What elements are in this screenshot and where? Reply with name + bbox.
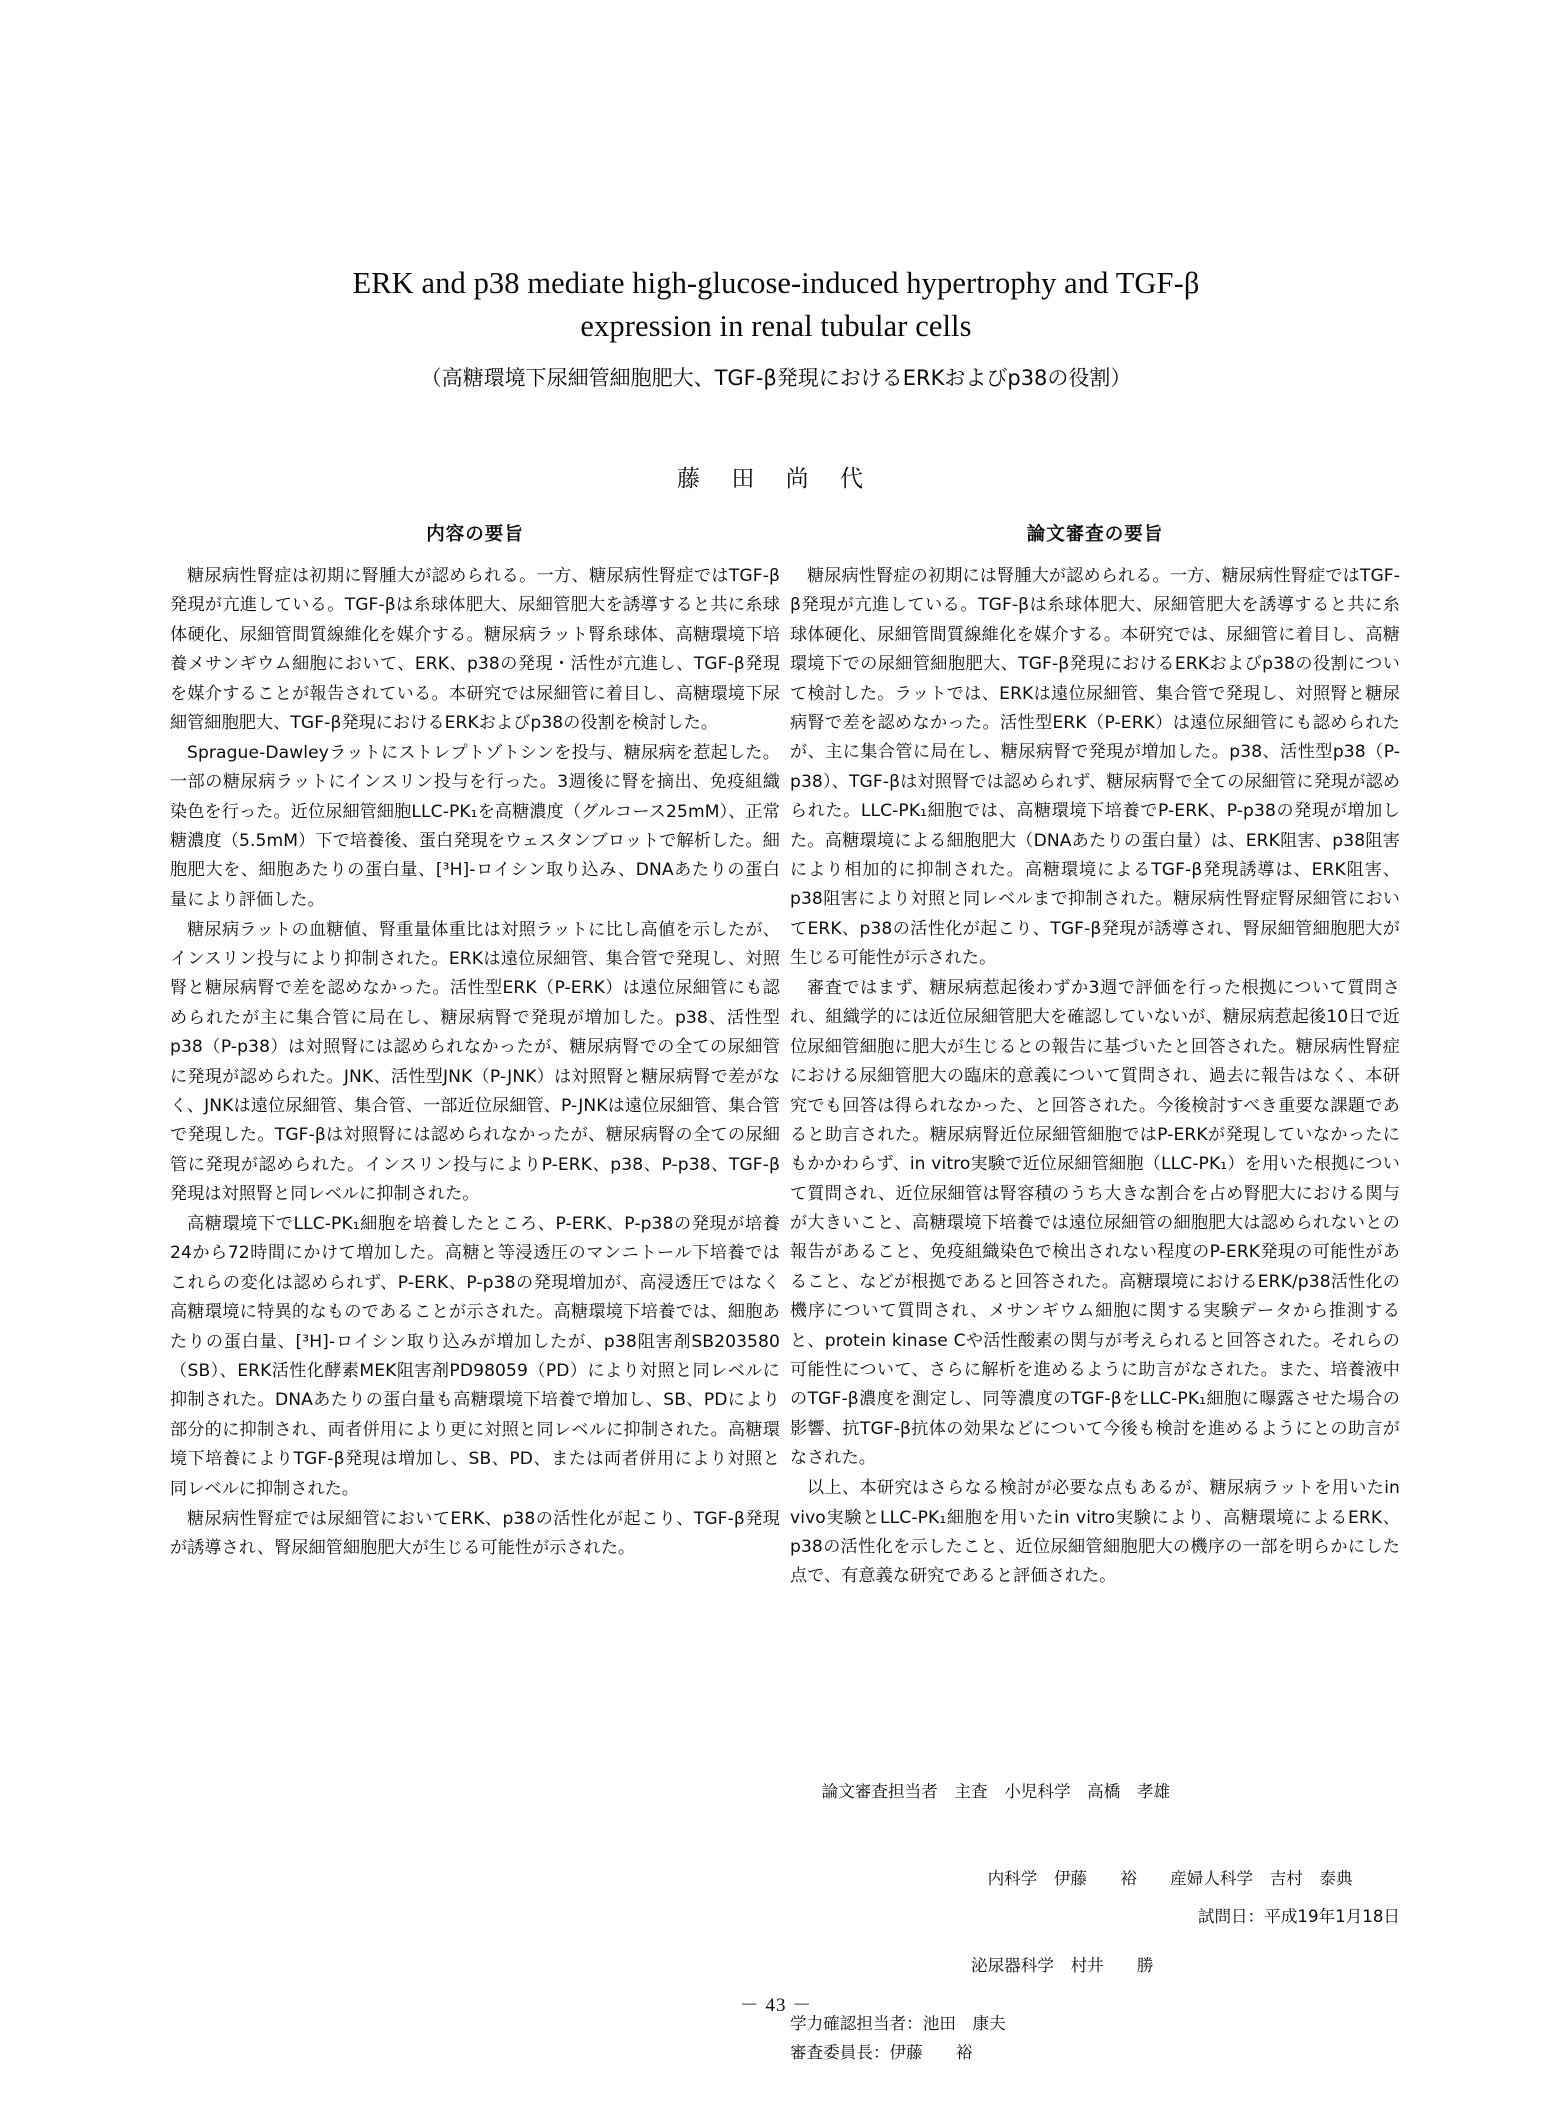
review-column — [790, 520, 1400, 1592]
signature-role: 主査 — [954, 1782, 988, 1802]
signature-name: 伊藤 裕 — [1053, 1869, 1137, 1889]
abstract-paragraph: 糖尿病性腎症は初期に腎腫大が認められる。一方、糖尿病性腎症ではTGF-β発現が亢進している。TGF-βは糸球体肥大、尿細管肥大を誘導すると共に糸球体硬化、尿細管間質線維化を媒介する。糖尿病ラット腎糸球体、高糖環境下培養メサンギウム細胞において、ERK、p38の発現・活性が亢進し、TGF-β発現を媒介することが報告されている。本研究では尿細管に着目し、高糖環境下尿細管細胞肥大、TGF-β発現におけるERKおよびp38の役割を検討した。 — [170, 566, 780, 733]
signature-dept: 泌尿器科学 — [971, 1956, 1054, 1976]
signature-name: 高橋 孝雄 — [1087, 1782, 1171, 1802]
page-title: ERK and p38 mediate high-glucose-induced hypertrophy and TGF-β expression in renal tubular cells — [352, 266, 1200, 344]
abstract-paragraph: 糖尿病ラットの血糖値、腎重量体重比は対照ラットに比し高値を示したが、インスリン投与により抑制された。ERKは遠位尿細管、集合管で発現し、対照腎と糖尿病腎で差を認めなかった。活性型ERK（P-ERK）は遠位尿細管にも認められたが主に集合管に局在し、糖尿病腎で発現が増加した。p38、活性型p38（P-p38）は対照腎には認められなかったが、糖尿病腎での全ての尿細管に発現が認められた。JNK、活性型JNK（P-JNK）は対照腎と糖尿病腎で差がなく、JNKは遠位尿細管、集合管、一部近位尿細管、P-JNKは遠位尿細管、集合管で発現した。TGF-βは対照腎には認められなかったが、糖尿病腎の全ての尿細管に発現が認められた。インスリン投与によりP-ERK、p38、P-p38、TGF-β発現は対照腎と同レベルに抑制された。 — [170, 919, 780, 1205]
author-name: 藤 田 尚 代 — [677, 466, 875, 492]
abstract-heading: 内容の要旨 — [426, 524, 524, 545]
signature-dept: 小児科学 — [1004, 1782, 1071, 1802]
title-block — [300, 262, 1252, 394]
academic-confirm-row: 学力確認担当者：池田 康夫 — [790, 2014, 1006, 2034]
page-number: － 43 － — [739, 1995, 813, 2016]
abstract-paragraph: Sprague-Dawleyラットにストレプトゾトシンを投与、糖尿病を惹起した。一部の糖尿病ラットにインスリン投与を行った。3週後に腎を摘出、免疫組織染色を行った。近位尿細管細胞LLC-PK₁を高糖濃度（グルコース25mM）、正常糖濃度（5.5mM）下で培養後、蛋白発現をウェスタンブロットで解析した。細胞肥大を、細胞あたりの蛋白量、[³H]-ロイシン取り込み、DNAあたりの蛋白量により評価した。 — [170, 742, 780, 910]
abstract-paragraph: 糖尿病性腎症では尿細管においてERK、p38の活性化が起こり、TGF-β発現が誘導され、腎尿細管細胞肥大が生じる可能性が示された。 — [170, 1508, 780, 1558]
signature-dept: 内科学 — [987, 1869, 1038, 1889]
signature-row — [790, 1748, 1400, 1835]
abstract-paragraph: 高糖環境下でLLC-PK₁細胞を培養したところ、P-ERK、P-p38の発現が培養24から72時間にかけて増加した。高糖と等浸透圧のマンニトール下培養ではこれらの変化は認められず、P-ERK、P-p38の発現増加が、高浸透圧ではなく高糖環境に特異的なものであることが示された。高糖環境下培養では、細胞あたりの蛋白量、[³H]-ロイシン取り込みが増加したが、p38阻害剤SB203580（SB）、ERK活性化酵素MEK阻害剤PD98059（PD）により対照と同レベルに抑制された。DNAあたりの蛋白量も高糖環境下培養で増加し、SB、PDにより部分的に抑制され、両者併用により更に対照と同レベルに抑制された。高糖環境下培養によりTGF-β発現は増加し、SB、PD、または両者併用により対照と同レベルに抑制された。 — [170, 1214, 780, 1499]
review-paragraph: 以上、本研究はさらなる検討が必要な点もあるが、糖尿病ラットを用いたin vivo実験とLLC-PK₁細胞を用いたin vitro実験により、高糖環境によるERK、p38の活性化を示したこと、近位尿細管細胞肥大の機序の一部を明らかにした点で、有意義な研究であると評価された。 — [790, 1478, 1400, 1587]
signature-label: 論文審査担当者 — [821, 1782, 938, 1802]
signature-dept-2: 産婦人科学 — [1170, 1869, 1254, 1889]
signature-name: 村井 勝 — [1070, 1956, 1154, 1976]
exam-date: 試問日：平成19年1月18日 — [1197, 1907, 1400, 1926]
review-paragraph: 糖尿病性腎症の初期には腎腫大が認められる。一方、糖尿病性腎症ではTGF-β発現が亢進している。TGF-βは糸球体肥大、尿細管肥大を誘導すると共に糸球体硬化、尿細管間質線維化を媒介する。本研究では、尿細管に着目し、高糖環境下での尿細管細胞肥大、TGF-β発現におけるERKおよびp38の役割について検討した。ラットでは、ERKは遠位尿細管、集合管で発現し、対照腎と糖尿病腎で差を認めなかった。活性型ERK（P-ERK）は遠位尿細管にも認められたが、主に集合管に局在し、糖尿病腎で発現が増加した。p38、活性型p38（P-p38）、TGF-βは対照腎では認められず、糖尿病腎で全ての尿細管に発現が認められた。LLC-PK₁細胞では、高糖環境下培養でP-ERK、P-p38の発現が増加した。高糖環境による細胞肥大（DNAあたりの蛋白量）は、ERK阻害、p38阻害により相加的に抑制された。高糖環境によるTGF-β発現誘導は、ERK阻害、p38阻害により対照と同レベルまで抑制された。糖尿病性腎症腎尿細管においてERK、p38の活性化が起こり、TGF-β発現が誘導され、腎尿細管細胞肥大が生じる可能性が示された。 — [790, 566, 1400, 969]
committee-chair-row: 審査委員長：伊藤 裕 — [790, 2043, 973, 2063]
review-heading: 論文審査の要旨 — [1026, 524, 1164, 545]
abstract-column — [170, 520, 780, 1564]
review-paragraph: 審査ではまず、糖尿病惹起後わずか3週で評価を行った根拠について質問され、組織学的には近位尿細管肥大を確認していないが、糖尿病惹起後10日で近位尿細管細胞に肥大が生じるとの報告に基づいたと回答された。糖尿病性腎症における尿細管肥大の臨床的意義について質問され、過去に報告はなく、本研究でも回答は得られなかった、と回答された。今後検討すべき重要な課題であると助言された。糖尿病腎近位尿細管細胞ではP-ERKが発現していなかったにもかかわらず、in vitro実験で近位尿細管細胞（LLC-PK₁）を用いた根拠について質問され、近位尿細管は腎容積のうち大きな割合を占め腎肥大における関与が大きいこと、高糖環境下培養では遠位尿細管の細胞肥大は認められないとの報告があること、免疫組織染色で検出されない程度のP-ERK発現の可能性があること、などが根拠であると回答された。高糖環境におけるERK/p38活性化の機序について質問され、メサンギウム細胞に関する実験データから推測すると、protein kinase Cや活性酸素の関与が考えられると回答された。それらの可能性について、さらに解析を進めるように助言がなされた。また、培養液中のTGF-β濃度を測定し、同等濃度のTGF-βをLLC-PK₁細胞に曝露させた場合の影響、抗TGF-β抗体の効果などについて今後も検討を進めるようにとの助言がなされた。 — [790, 977, 1400, 1469]
signature-name-2: 吉村 泰典 — [1269, 1869, 1353, 1889]
page-subtitle-japanese: （高糖環境下尿細管細胞肥大、TGF-β発現におけるERKおよびp38の役割） — [420, 365, 1132, 390]
